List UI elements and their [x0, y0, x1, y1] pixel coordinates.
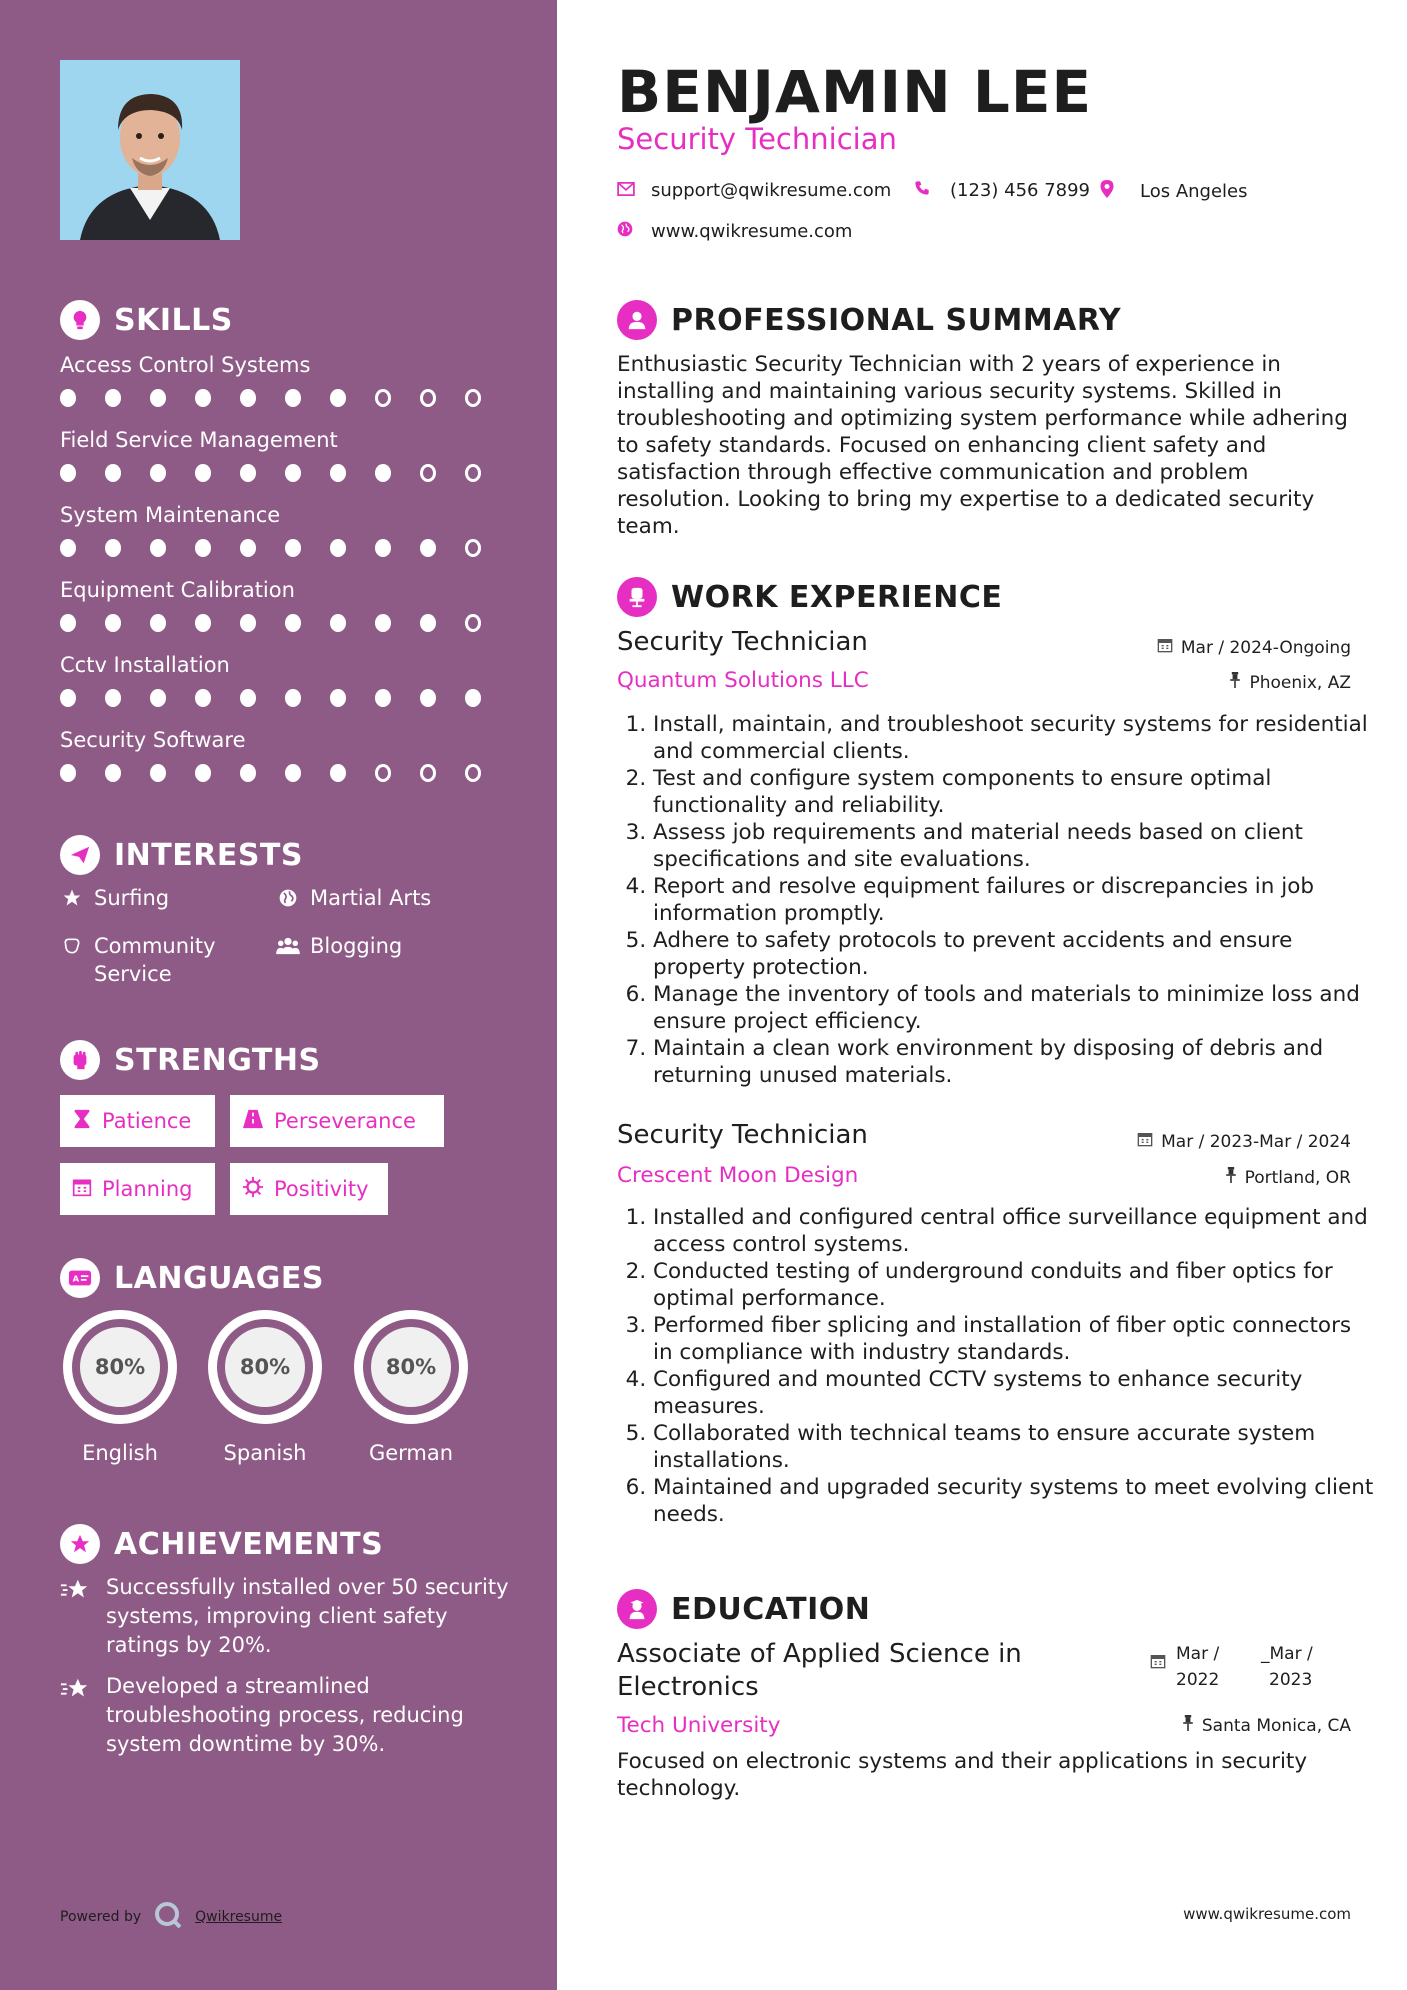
- interest-label: Martial Arts: [310, 886, 432, 910]
- job-duties: [635, 1204, 1375, 1528]
- education-start: [1176, 1641, 1251, 1693]
- interest-item: [60, 932, 260, 988]
- skill-rating: [60, 689, 510, 707]
- hand-icon: [60, 932, 84, 960]
- skill-name: System Maintenance: [60, 503, 281, 527]
- strengths-title: STRENGTHS: [114, 1042, 321, 1078]
- rating-dot-empty: [465, 389, 481, 407]
- education-dates: [1150, 1641, 1313, 1693]
- duty-item: 4. Report and resolve equipment failures or discrepancies in job information promptly.: [653, 873, 1375, 927]
- summary-title: PROFESSIONAL SUMMARY: [671, 302, 1122, 338]
- language-item: [349, 1305, 473, 1465]
- shooting-star-icon: [60, 1672, 94, 1759]
- graduate-icon: [617, 1589, 657, 1629]
- paper-plane-icon: [60, 835, 100, 875]
- rating-dot-filled: [240, 539, 256, 557]
- education-location: [1182, 1715, 1351, 1736]
- rating-dot-filled: [150, 614, 166, 632]
- rating-dot-filled: [285, 389, 301, 407]
- language-name: Spanish: [223, 1441, 307, 1465]
- rating-dot-filled: [195, 389, 211, 407]
- rating-dot-filled: [375, 614, 391, 632]
- language-ring: [58, 1305, 182, 1429]
- duty-item: 7. Maintain a clean work environment by disposing of debris and returning unused materials.: [653, 1035, 1375, 1089]
- strengths-header: [60, 1040, 321, 1080]
- rating-dot-filled: [285, 764, 301, 782]
- rating-dot-filled: [285, 689, 301, 707]
- language-percent: 80%: [94, 1355, 146, 1379]
- interest-label: Blogging: [310, 934, 403, 958]
- rating-dot-filled: [195, 689, 211, 707]
- rating-dot-filled: [420, 689, 436, 707]
- rating-dot-filled: [195, 764, 211, 782]
- svg-text:A: A: [72, 1273, 80, 1284]
- rating-dot-filled: [150, 539, 166, 557]
- rating-dot-filled: [150, 689, 166, 707]
- languages-title: LANGUAGES: [114, 1260, 324, 1296]
- school-name: Tech University: [617, 1713, 781, 1738]
- contact-location: [1100, 180, 1248, 203]
- degree-line: Electronics: [617, 1672, 759, 1702]
- achievement-text: Successfully installed over 50 security systems, improving client safety ratings by 20%.: [106, 1575, 509, 1657]
- qwikresume-link[interactable]: Qwikresume: [195, 1909, 283, 1925]
- contact-phone: [914, 180, 1090, 201]
- interest-item: [276, 932, 402, 960]
- skill-rating: [60, 464, 510, 482]
- strength-chip: [60, 1163, 215, 1215]
- star-badge-icon: [60, 1524, 100, 1564]
- degree-title: [617, 1638, 1022, 1704]
- strength-label: Patience: [102, 1109, 192, 1133]
- language-name: German: [368, 1441, 454, 1465]
- rating-dot-empty: [375, 764, 391, 782]
- interest-item: [60, 884, 169, 912]
- job-dates: [1137, 1131, 1351, 1152]
- fist-icon: [60, 1040, 100, 1080]
- shooting-star-icon: [60, 1573, 94, 1660]
- duty-item: 6. Maintained and upgraded security systems to meet evolving client needs.: [653, 1474, 1375, 1528]
- education-start-month: Mar /: [1176, 1644, 1220, 1664]
- skill-item: [60, 351, 510, 407]
- achievement-item: [60, 1573, 510, 1660]
- pin-icon: [1182, 1715, 1194, 1736]
- interests-header: [60, 835, 303, 875]
- skill-item: [60, 426, 510, 482]
- rating-dot-filled: [375, 539, 391, 557]
- footer-url[interactable]: www.qwikresume.com: [1183, 1905, 1351, 1923]
- rating-dot-filled: [105, 389, 121, 407]
- rating-dot-filled: [105, 464, 121, 482]
- powered-by-label: Powered by: [60, 1909, 142, 1925]
- rating-dot-filled: [330, 389, 346, 407]
- calendar-icon: [72, 1177, 92, 1202]
- job-location: [1229, 672, 1351, 693]
- language-percent: 80%: [385, 1355, 437, 1379]
- language-item: [58, 1305, 182, 1465]
- rating-dot-filled: [330, 689, 346, 707]
- strength-chip: [60, 1095, 215, 1147]
- degree-line: Associate of Applied Science in: [617, 1639, 1022, 1669]
- powered-by: [60, 1900, 282, 1934]
- star-icon: [60, 884, 84, 912]
- language-ring: [203, 1305, 327, 1429]
- envelope-icon: [617, 180, 635, 201]
- achievements-title: ACHIEVEMENTS: [114, 1526, 384, 1562]
- rating-dot-filled: [105, 689, 121, 707]
- location-text: Los Angeles: [1140, 181, 1248, 202]
- qwikresume-logo-icon: [153, 1900, 183, 1934]
- rating-dot-filled: [420, 614, 436, 632]
- duty-item: 2. Conducted testing of underground conduits and fiber optics for optimal performance.: [653, 1258, 1375, 1312]
- rating-dot-empty: [375, 389, 391, 407]
- education-start-year: 2022: [1176, 1670, 1220, 1690]
- rating-dot-empty: [465, 764, 481, 782]
- language-item: [203, 1305, 327, 1465]
- pin-icon: [1225, 1167, 1237, 1188]
- rating-dot-empty: [465, 539, 481, 557]
- profile-photo: [60, 60, 240, 240]
- rating-dot-empty: [420, 764, 436, 782]
- chair-icon: [617, 577, 657, 617]
- rating-dot-filled: [330, 764, 346, 782]
- summary-header: [617, 300, 1121, 340]
- rating-dot-filled: [60, 614, 76, 632]
- lightbulb-icon: [60, 300, 100, 340]
- interest-label: Community Service: [94, 934, 216, 986]
- rating-dot-filled: [105, 764, 121, 782]
- achievement-item: [60, 1672, 510, 1759]
- interest-item: [276, 884, 431, 912]
- main-content: [557, 0, 1407, 1990]
- languages-header: [60, 1258, 324, 1298]
- duty-item: 2. Test and configure system components to ensure optimal functionality and reliability.: [653, 765, 1375, 819]
- user-icon: [617, 300, 657, 340]
- job-location-text: Portland, OR: [1244, 1167, 1351, 1188]
- map-pin-icon: [1100, 180, 1114, 203]
- phone-icon: [914, 180, 930, 201]
- sun-icon: [242, 1176, 264, 1203]
- duty-item: 5. Collaborated with technical teams to ensure accurate system installations.: [653, 1420, 1375, 1474]
- education-end-month: _Mar /: [1261, 1644, 1313, 1664]
- rating-dot-filled: [285, 614, 301, 632]
- job-dates-text: Mar / 2024-Ongoing: [1180, 637, 1351, 658]
- job-title: Security Technician: [617, 627, 868, 657]
- rating-dot-filled: [240, 464, 256, 482]
- candidate-name: BENJAMIN LEE: [617, 58, 1093, 126]
- achievement-text: Developed a streamlined troubleshooting process, reducing system downtime by 30%.: [106, 1674, 464, 1756]
- skills-header: [60, 300, 233, 340]
- rating-dot-filled: [240, 764, 256, 782]
- contact-website: [617, 221, 852, 242]
- rating-dot-filled: [285, 464, 301, 482]
- skills-title: SKILLS: [114, 302, 233, 338]
- language-ring: [349, 1305, 473, 1429]
- hourglass-icon: [72, 1108, 92, 1135]
- rating-dot-filled: [195, 464, 211, 482]
- language-name: English: [82, 1441, 158, 1465]
- person-portrait-icon: [60, 60, 240, 240]
- job-dates: [1157, 637, 1351, 658]
- website-text[interactable]: www.qwikresume.com: [651, 221, 853, 242]
- road-icon: [242, 1109, 264, 1134]
- rating-dot-filled: [420, 539, 436, 557]
- skill-item: [60, 651, 510, 707]
- rating-dot-filled: [330, 539, 346, 557]
- rating-dot-empty: [465, 614, 481, 632]
- rating-dot-filled: [60, 764, 76, 782]
- skill-name: Access Control Systems: [60, 353, 311, 377]
- job-dates-text: Mar / 2023-Mar / 2024: [1161, 1131, 1351, 1152]
- interest-label: Surfing: [94, 886, 170, 910]
- skill-name: Cctv Installation: [60, 653, 230, 677]
- rating-dot-filled: [240, 689, 256, 707]
- candidate-role: Security Technician: [617, 122, 897, 156]
- rating-dot-filled: [105, 539, 121, 557]
- rating-dot-filled: [195, 539, 211, 557]
- interests-title: INTERESTS: [114, 837, 303, 873]
- rating-dot-filled: [330, 614, 346, 632]
- rating-dot-filled: [195, 614, 211, 632]
- achievements-header: [60, 1524, 383, 1564]
- language-percent: 80%: [239, 1355, 291, 1379]
- rating-dot-filled: [375, 689, 391, 707]
- sidebar: [0, 0, 557, 1990]
- globe-icon: [276, 884, 300, 912]
- rating-dot-filled: [60, 389, 76, 407]
- experience-header: [617, 577, 1002, 617]
- rating-dot-filled: [60, 689, 76, 707]
- skill-rating: [60, 389, 510, 407]
- rating-dot-filled: [150, 764, 166, 782]
- users-icon: [276, 932, 300, 960]
- job-location: [1225, 1167, 1351, 1188]
- duty-item: 1. Install, maintain, and troubleshoot security systems for residential and commercial clients.: [653, 711, 1375, 765]
- calendar-icon: [1137, 1131, 1153, 1152]
- rating-dot-empty: [420, 389, 436, 407]
- duty-item: 6. Manage the inventory of tools and materials to minimize loss and ensure project efficiency.: [653, 981, 1375, 1035]
- skill-rating: [60, 614, 510, 632]
- strength-label: Perseverance: [274, 1109, 416, 1133]
- rating-dot-filled: [150, 464, 166, 482]
- duty-item: 5. Adhere to safety protocols to prevent accidents and ensure property protection.: [653, 927, 1375, 981]
- rating-dot-empty: [420, 464, 436, 482]
- duty-item: 3. Performed fiber splicing and installation of fiber optic connectors in compliance with industry standards.: [653, 1312, 1375, 1366]
- education-end: [1261, 1641, 1313, 1693]
- summary-text: Enthusiastic Security Technician with 2 years of experience in installing and maintaining various security systems. Skilled in troubleshooting and optimizing system performance while adhering to safety standards. Focused on enhancing client safety and satisfaction through effective communication and problem resolution. Looking to bring my expertise to a dedicated security team.: [617, 352, 1348, 539]
- rating-dot-empty: [465, 464, 481, 482]
- rating-dot-filled: [330, 464, 346, 482]
- rating-dot-filled: [60, 539, 76, 557]
- skill-item: [60, 576, 510, 632]
- strength-chip: [230, 1163, 388, 1215]
- skill-item: [60, 501, 510, 557]
- skill-rating: [60, 764, 510, 782]
- company-name: Crescent Moon Design: [617, 1163, 859, 1188]
- pin-icon: [1229, 672, 1241, 693]
- job-duties: [635, 711, 1375, 1089]
- job-title: Security Technician: [617, 1120, 868, 1150]
- contact-email: [617, 180, 891, 201]
- calendar-icon: [1150, 1641, 1166, 1693]
- rating-dot-filled: [60, 464, 76, 482]
- skill-name: Field Service Management: [60, 428, 338, 452]
- rating-dot-filled: [240, 389, 256, 407]
- rating-dot-filled: [105, 614, 121, 632]
- education-end-year: 2023: [1269, 1670, 1313, 1690]
- skill-item: [60, 726, 510, 782]
- company-name: Quantum Solutions LLC: [617, 668, 869, 693]
- duty-item: 1. Installed and configured central office surveillance equipment and access control systems.: [653, 1204, 1375, 1258]
- skill-rating: [60, 539, 510, 557]
- duty-item: 3. Assess job requirements and material needs based on client specifications and site evaluations.: [653, 819, 1375, 873]
- rating-dot-filled: [150, 389, 166, 407]
- phone-text: (123) 456 7899: [950, 180, 1091, 201]
- calendar-icon: [1157, 637, 1173, 658]
- education-title: EDUCATION: [671, 1591, 871, 1627]
- education-text: Focused on electronic systems and their applications in security technology.: [617, 1749, 1308, 1801]
- rating-dot-filled: [465, 689, 481, 707]
- email-text[interactable]: support@qwikresume.com: [651, 180, 892, 201]
- strength-label: Positivity: [274, 1177, 369, 1201]
- experience-title: WORK EXPERIENCE: [671, 579, 1003, 615]
- education-header: [617, 1589, 870, 1629]
- strength-label: Planning: [102, 1177, 193, 1201]
- rating-dot-filled: [375, 464, 391, 482]
- rating-dot-filled: [285, 539, 301, 557]
- education-location-text: Santa Monica, CA: [1201, 1715, 1351, 1736]
- skill-name: Security Software: [60, 728, 246, 752]
- strength-chip: [230, 1095, 444, 1147]
- duty-item: 4. Configured and mounted CCTV systems to enhance security measures.: [653, 1366, 1375, 1420]
- rating-dot-filled: [240, 614, 256, 632]
- job-location-text: Phoenix, AZ: [1249, 672, 1351, 693]
- globe-icon: [617, 221, 633, 242]
- skill-name: Equipment Calibration: [60, 578, 295, 602]
- language-card-icon: [60, 1258, 100, 1298]
